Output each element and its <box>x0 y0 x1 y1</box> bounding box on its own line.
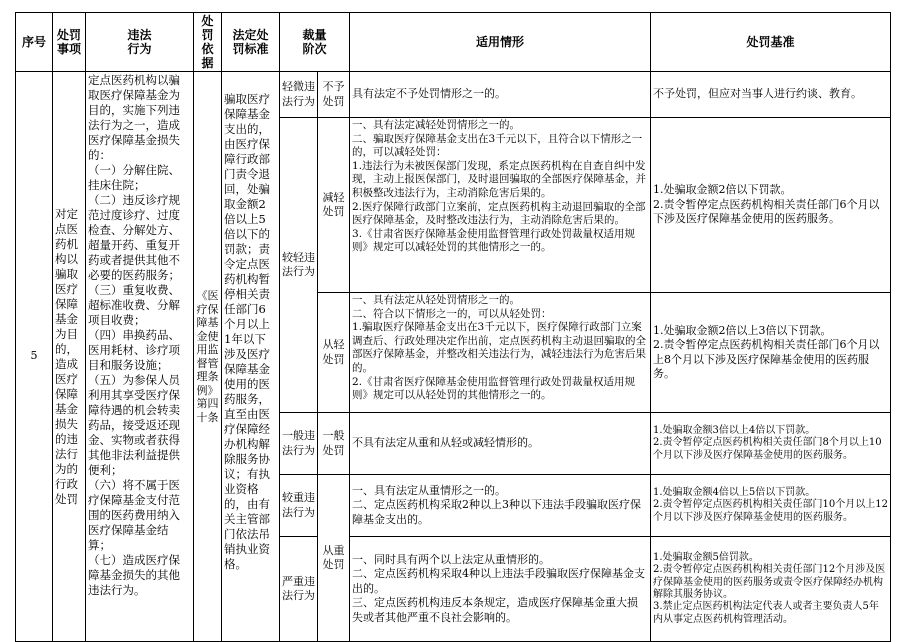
benchmark-general <box>651 413 891 475</box>
benchmark-line: 2.责令暂停定点医药机构相关责任部门6个月以上8个月以下涉及医疗保障基金使用的医药服务。 <box>653 338 880 380</box>
row-basis: 《医疗保障基金使用监督管理条例》第四十条 <box>194 72 222 642</box>
act-line: 定点医药机构以骗取医疗保障基金为目的，实施下列违法行为之一，造成医疗保障基金损失的： <box>88 73 180 162</box>
header-matter <box>53 13 86 72</box>
row-seq: 5 <box>16 72 53 642</box>
benchmark-line: 1.处骗取金额2倍以上3倍以下罚款。 <box>653 323 832 337</box>
benchmark-line: 1.处骗取金额2倍以下罚款。 <box>653 183 792 197</box>
benchmark-line: 2.责令暂停定点医药机构相关责任部门12个月涉及医疗保障基金使用的医药服务或责令医疗保障经办机构解除其服务协议。 <box>653 564 886 600</box>
benchmark-line: 2.责令暂停定点医药机构相关责任部门6个月以下涉及医疗保障基金使用的医药服务。 <box>653 197 880 226</box>
benchmark-line: 2.责令暂停定点医药机构相关责任部门10个月以上12个月以下涉及医疗保障基金使用的医药服务。 <box>653 499 889 523</box>
situation-general <box>350 413 651 475</box>
header-act-line-2: 行为 <box>127 42 152 56</box>
situation-line: 一、具有法定减轻处罚情形之一的。 <box>352 119 521 131</box>
header-standard <box>222 13 280 72</box>
sub-mitigated: 减轻处罚 <box>318 118 350 293</box>
header-matter-line-1: 处罚 <box>56 28 81 42</box>
header-basis-line-1: 处罚 <box>201 14 214 42</box>
header-level <box>280 13 350 72</box>
table-row <box>16 72 891 118</box>
header-seq: 序号 <box>16 13 53 72</box>
situation-mitigated <box>350 118 651 293</box>
benchmark-lighter <box>651 293 891 413</box>
situation-line: 二、骗取医疗保障基金支出在3千元以下，且符合以下情形之一的，可以减轻处罚： <box>352 132 643 159</box>
act-line: （一）分解住院、挂床住院； <box>88 163 180 192</box>
act-line: （六）将不属于医疗保障基金支付范围的医药费用纳入医疗保障基金结算； <box>88 478 180 552</box>
level-slight: 轻微违法行为 <box>280 72 318 118</box>
situation-serious <box>350 475 651 537</box>
header-level-line-1: 裁量 <box>302 28 327 42</box>
penalty-table <box>15 12 891 642</box>
level-severe: 严重违法行为 <box>280 537 318 642</box>
level-minor: 较轻违法行为 <box>280 118 318 413</box>
header-situation: 适用情形 <box>350 13 651 72</box>
situation-line: 一、具有法定从重情形之一的。 <box>352 483 507 497</box>
level-serious: 较重违法行为 <box>280 475 318 537</box>
sub-no-penalty: 不予处罚 <box>318 72 350 118</box>
act-line: （四）串换药品、医用耗材、诊疗项目和服务设施； <box>88 328 180 372</box>
situation-line: 1.骗取医疗保障基金支出在3千元以下，医疗保障行政部门立案调查后、行政处理决定作出前，定点医药机构主动退回骗取的全部医疗保障基金，并整改相关违法行为，减轻违法行为危害后果的。 <box>352 321 647 374</box>
benchmark-line: 1.处骗取金额4倍以上5倍以下罚款。 <box>653 486 816 498</box>
situation-line: 二、定点医药机构采取2种以上3种以下违法手段骗取医疗保障基金支出的。 <box>352 498 642 526</box>
act-line: （七）造成医疗保障基金损失的其他违法行为。 <box>88 553 180 597</box>
situation-line: 不具有法定从重和从轻或减轻情形的。 <box>352 436 540 450</box>
situation-line: 2.医疗保障行政部门立案前，定点医药机构主动退回骗取的全部医疗保障基金，及时整改违法行为，主动消除危害后果的。 <box>352 200 646 227</box>
row-standard: 骗取医疗保障基金支出的，由医疗保障行政部门责令退回，处骗取金额2倍以上5倍以下的罚款；责令定点医药机构暂停相关责任部门6个月以上1年以下涉及医疗保障基金使用的医药服务，直至由医疗保障经办机构解除服务协议；有执业资格的，由有关主管部门依法吊销执业资格。 <box>222 72 280 642</box>
benchmark-line: 3.禁止定点医药机构法定代表人或者主要负责人5年内从事定点医药机构管理活动。 <box>653 601 879 625</box>
situation-line: 具有法定不予处罚情形之一的。 <box>352 87 507 101</box>
situation-line: 1.违法行为未被医保部门发现，系定点医药机构在自查自纠中发现，主动上报医保部门，及时退回骗取的全部医疗保障基金，并积极整改违法行为，主动消除危害后果的。 <box>352 159 647 199</box>
situation-line: 三、定点医药机构违反本条规定，造成医疗保障基金重大损失或者其他严重不良社会影响的。 <box>352 596 639 624</box>
benchmark-line: 不予处罚，但应对当事人进行约谈、教育。 <box>653 87 863 101</box>
act-line: （五）为参保人员利用其享受医疗保障待遇的机会转卖药品，接受返还现金、实物或者获得其他非法利益提供便利； <box>88 373 180 477</box>
row-act <box>86 72 194 642</box>
header-standard-line-2: 罚标准 <box>232 42 269 56</box>
header-basis <box>194 13 222 72</box>
benchmark-mitigated <box>651 118 891 293</box>
header-standard-line-1: 法定处 <box>232 28 269 42</box>
sub-heavier: 从重处罚 <box>318 475 350 642</box>
header-act <box>86 13 194 72</box>
benchmark-no-penalty <box>651 72 891 118</box>
benchmark-serious <box>651 475 891 537</box>
act-line: （三）重复收费、超标准收费、分解项目收费； <box>88 283 180 327</box>
situation-line: 一、同时具有两个以上法定从重情形的。 <box>352 552 551 566</box>
situation-line: 二、定点医药机构采取4种以上违法手段骗取医疗保障基金支出的。 <box>352 567 646 595</box>
sub-lighter: 从轻处罚 <box>318 293 350 413</box>
situation-no-penalty <box>350 72 651 118</box>
header-row <box>16 13 891 72</box>
header-matter-line-2: 事项 <box>56 42 81 56</box>
row-matter: 对定点医药机构以骗取医疗保障基金为目的，造成医疗保障基金损失的违法行为的行政处罚 <box>53 72 86 642</box>
situation-severe <box>350 537 651 642</box>
level-general: 一般违法行为 <box>280 413 318 475</box>
header-level-line-2: 阶次 <box>302 42 327 56</box>
benchmark-line: 1.处骗取金额3倍以上4倍以下罚款。 <box>653 424 816 436</box>
header-act-line-1: 违法 <box>127 28 152 42</box>
situation-line: 2.《甘肃省医疗保障基金使用监督管理行政处罚裁量权适用规则》规定可以从轻处罚的其他情形之一的。 <box>352 375 636 402</box>
sub-general: 一般处罚 <box>318 413 350 475</box>
header-benchmark: 处罚基准 <box>651 13 891 72</box>
benchmark-line: 1.处骗取金额5倍罚款。 <box>653 551 759 563</box>
benchmark-severe <box>651 537 891 642</box>
situation-lighter <box>350 293 651 413</box>
situation-line: 一、具有法定从轻处罚情形之一的。 <box>352 294 521 306</box>
header-basis-line-2: 依据 <box>201 42 214 70</box>
benchmark-line: 2.责令暂停定点医药机构相关责任部门8个月以上10个月以下涉及医疗保障基金使用的医药服务。 <box>653 437 882 461</box>
situation-line: 3.《甘肃省医疗保障基金使用监督管理行政处罚裁量权适用规则》规定可以减轻处罚的其他情形之一的。 <box>352 227 636 254</box>
act-line: （二）违反诊疗规范过度诊疗、过度检查、分解处方、超量开药、重复开药或者提供其他不必要的医药服务； <box>88 193 180 282</box>
situation-line: 二、符合以下情形之一的，可以从轻处罚： <box>352 307 552 320</box>
